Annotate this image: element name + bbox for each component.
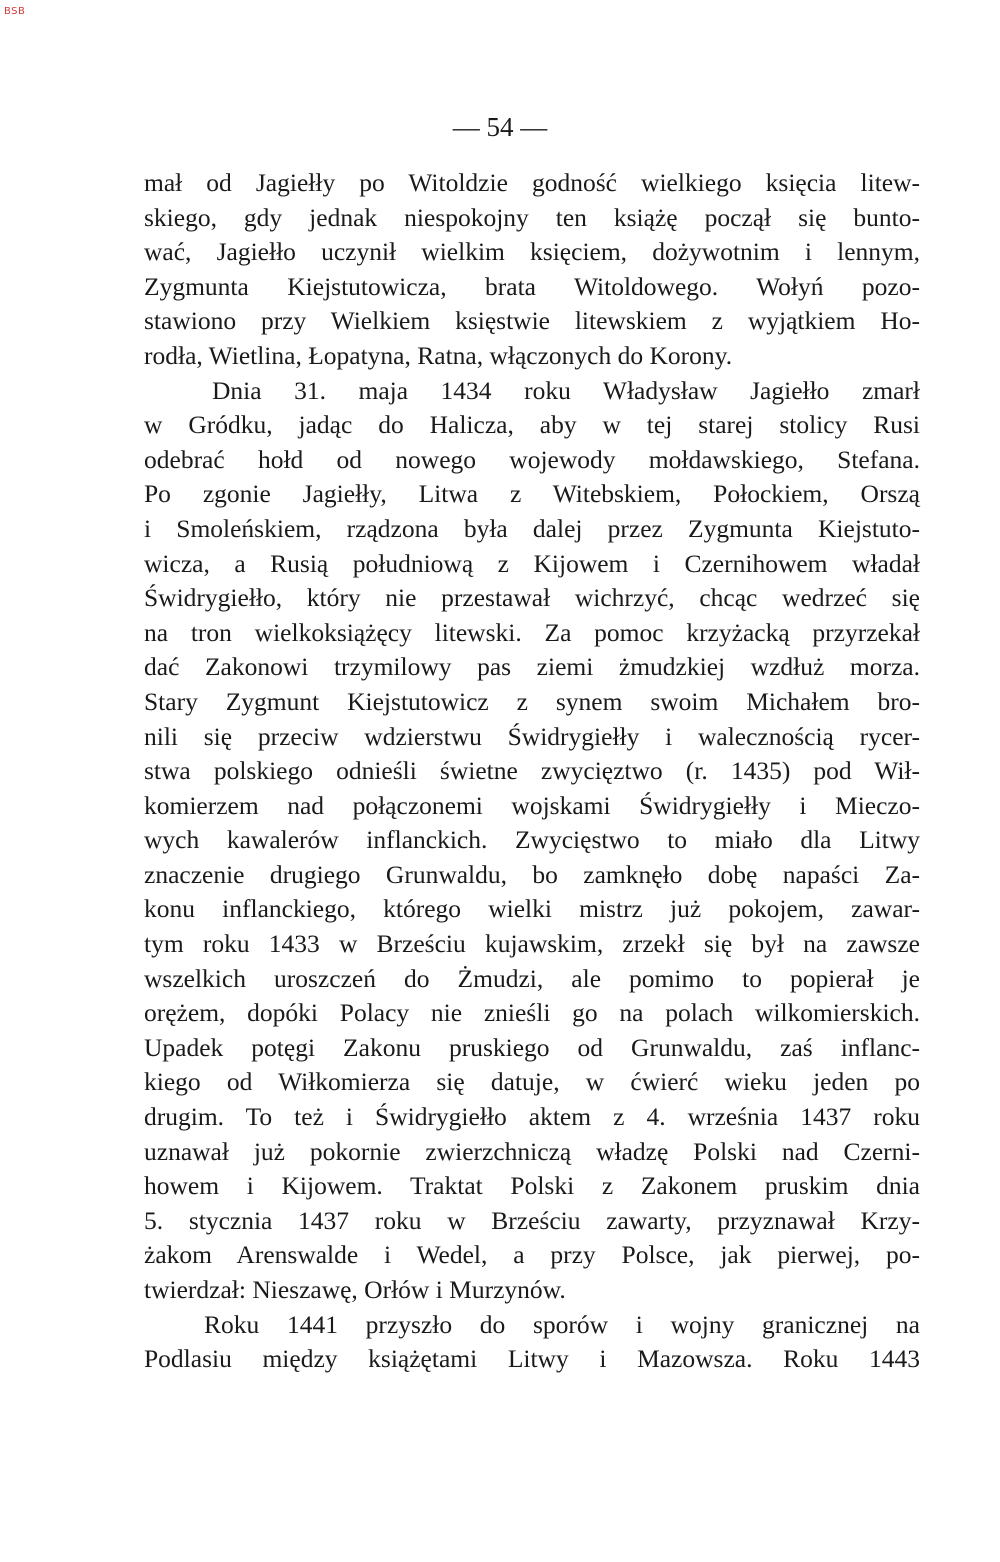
text-line: stwa polskiego odnieśli świetne zwycięztwo (r. 1435) pod Wił-: [144, 756, 920, 786]
text-line: kiego od Wiłkomierza się datuje, w ćwierć wieku jeden po: [144, 1067, 920, 1097]
text-line: żakom Arenswalde i Wedel, a przy Polsce, jak pierwej, po-: [144, 1240, 920, 1270]
text-line: wych kawalerów inflanckich. Zwycięstwo to miało dla Litwy: [144, 825, 920, 855]
text-line: mał od Jagiełły po Witoldzie godność wielkiego księcia litew-: [144, 168, 920, 197]
text-line: znaczenie drugiego Grunwaldu, bo zamknęło dobę napaści Za-: [144, 859, 920, 889]
text-line: odebrać hołd od nowego wojewody mołdawskiego, Stefana.: [144, 444, 920, 474]
text-line: Roku 1441 przyszło do sporów i wojny granicznej na: [204, 1309, 920, 1339]
text-line: Zygmunta Kiejstutowicza, brata Witoldowego. Wołyń pozo-: [144, 271, 920, 301]
text-line: na tron wielkoksiążęcy litewski. Za pomoc krzyżacką przyrzekał: [144, 617, 920, 647]
text-line: wicza, a Rusią południową z Kijowem i Czernihowem władał: [144, 548, 920, 578]
text-line: nili się przeciw wdzierstwu Świdrygiełły i walecznością rycer-: [144, 721, 920, 751]
text-line: orężem, dopóki Polacy nie znieśli go na polach wilkomierskich.: [144, 998, 920, 1028]
text-line: Stary Zygmunt Kiejstutowicz z synem swoim Michałem bro-: [144, 686, 920, 716]
text-line: stawiono przy Wielkiem księstwie litewskiem z wyjątkiem Ho-: [144, 306, 920, 336]
text-line: Podlasiu między książętami Litwy i Mazowsza. Roku 1443: [144, 1344, 920, 1374]
text-line: skiego, gdy jednak niespokojny ten książę począł się bunto-: [144, 202, 920, 232]
text-line: Po zgonie Jagiełły, Litwa z Witebskiem, Połockiem, Orszą: [144, 479, 920, 509]
text-line: i Smoleńskiem, rządzona była dalej przez Zygmunta Kiejstuto-: [144, 513, 920, 543]
text-line: Upadek potęgi Zakonu pruskiego od Grunwaldu, zaś inflanc-: [144, 1032, 920, 1062]
library-watermark: BSB: [4, 6, 26, 17]
text-line: drugim. To też i Świdrygiełło aktem z 4. września 1437 roku: [144, 1102, 920, 1132]
body-text: [144, 166, 920, 1377]
text-line: wszelkich uroszczeń do Żmudzi, ale pomimo to popierał je: [144, 963, 920, 993]
text-line: rodła, Wietlina, Łopatyna, Ratna, włączonych do Korony.: [144, 340, 733, 370]
page-number: — 54 —: [452, 112, 548, 142]
text-line: uznawał już pokornie zwierzchniczą władzę Polski nad Czerni-: [144, 1136, 920, 1166]
text-line: konu inflanckiego, którego wielki mistrz już pokojem, zawar-: [144, 894, 920, 924]
text-line: 5. stycznia 1437 roku w Brześciu zawarty, przyznawał Krzy-: [144, 1205, 920, 1235]
text-line: w Gródku, jadąc do Halicza, aby w tej starej stolicy Rusi: [144, 410, 920, 440]
text-line: tym roku 1433 w Brześciu kujawskim, zrzekł się był na zawsze: [144, 929, 920, 959]
text-line: komierzem nad połączonemi wojskami Świdrygiełły i Mieczo-: [144, 790, 920, 820]
text-line: howem i Kijowem. Traktat Polski z Zakonem pruskim dnia: [144, 1171, 920, 1201]
text-line: wać, Jagiełło uczynił wielkim księciem, dożywotnim i lennym,: [144, 237, 920, 267]
text-line: Świdrygiełło, który nie przestawał wichrzyć, chcąc wedrzeć się: [144, 583, 920, 613]
text-line: twierdzał: Nieszawę, Orłów i Murzynów.: [144, 1275, 566, 1304]
text-line: dać Zakonowi trzymilowy pas ziemi żmudzkiej wzdłuż morza.: [144, 652, 920, 682]
text-line: Dnia 31. maja 1434 roku Władysław Jagiełło zmarł: [212, 375, 920, 405]
